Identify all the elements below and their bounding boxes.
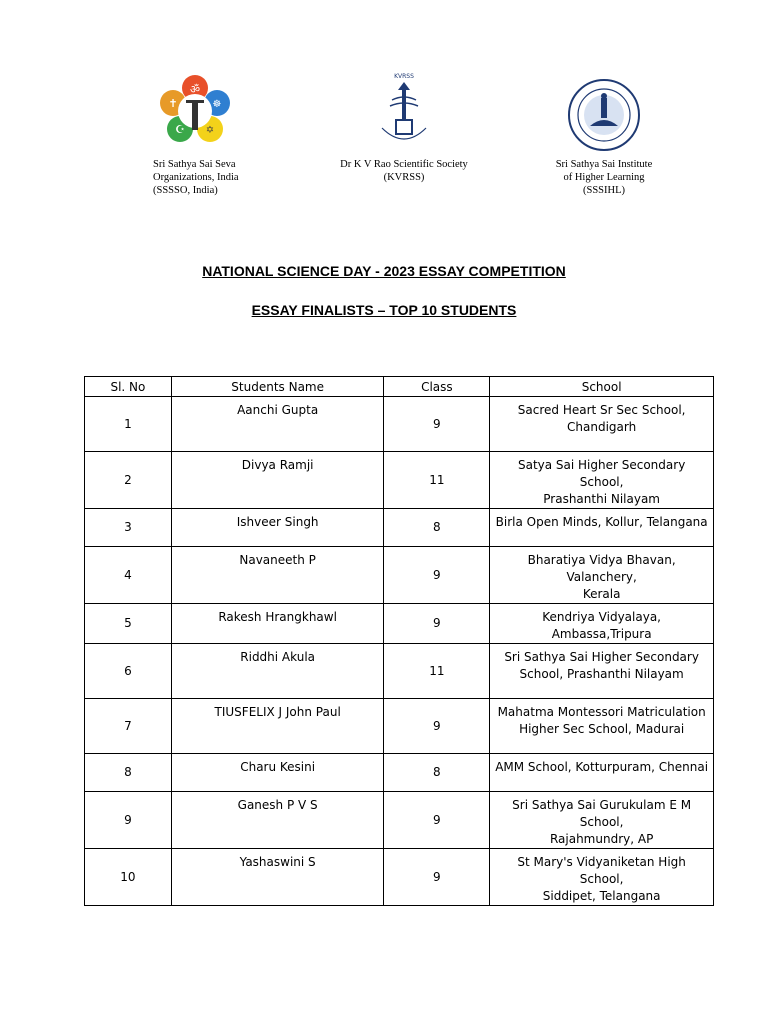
cell-class: 9 [384,547,490,604]
school-line: Sri Sathya Sai Gurukulam E M School, [512,798,692,829]
cell-school [490,849,714,906]
svg-text:✝: ✝ [168,97,178,110]
header-school: School [490,377,714,397]
school-line: Higher Sec School, Madurai [519,722,685,736]
table-row [85,849,714,906]
table-row [85,452,714,509]
cell-school [490,509,714,547]
table-row [85,754,714,792]
table-header-row [85,377,714,397]
school-line: Sri Sathya Sai Higher Secondary [504,650,699,664]
cell-sl-no: 5 [85,604,172,644]
school-line: School, Prashanthi Nilayam [519,667,684,681]
cell-student-name: Ishveer Singh [171,509,384,547]
sssihl-caption: Sri Sathya Sai Institute of Higher Learning (SSSIHL) [555,159,653,196]
cell-school [490,452,714,509]
cell-student-name: TIUSFELIX J John Paul [171,699,384,754]
table-row [85,509,714,547]
cell-school [490,644,714,699]
cell-sl-no: 1 [85,397,172,452]
kvrss-caption: Dr K V Rao Scientific Society (KVRSS) [340,159,468,183]
cell-class: 8 [384,509,490,547]
svg-text:KVRSS: KVRSS [394,73,414,80]
cell-school [490,792,714,849]
cell-sl-no: 6 [85,644,172,699]
school-line: AMM School, Kotturpuram, Chennai [495,760,709,774]
school-line: Chandigarh [567,420,637,434]
cell-sl-no: 9 [85,792,172,849]
school-line: Siddipet, Telangana [542,889,661,903]
cell-class: 9 [384,604,490,644]
cell-student-name: Ganesh P V S [171,792,384,849]
cell-class: 11 [384,644,490,699]
cell-student-name: Riddhi Akula [171,644,384,699]
school-line: Kerala [582,587,621,601]
kvrss-emblem-icon [374,70,434,152]
cell-class: 9 [384,397,490,452]
sssso-emblem-icon [155,70,235,152]
svg-text:☸: ☸ [212,99,222,110]
header-student-name: Students Name [171,377,384,397]
sssso-logo [105,70,285,197]
sssso-caption: Sri Sathya Sai Seva Organizations, India (SSSSO, India) [153,159,239,196]
cell-student-name: Yashaswini S [171,849,384,906]
table-row [85,397,714,452]
cell-sl-no: 8 [85,754,172,792]
cell-sl-no: 7 [85,699,172,754]
page-title: NATIONAL SCIENCE DAY - 2023 ESSAY COMPETITION [202,263,566,279]
cell-school [490,397,714,452]
school-line: St Mary's Vidyaniketan High School, [517,855,686,886]
cell-student-name: Aanchi Gupta [171,397,384,452]
cell-sl-no: 4 [85,547,172,604]
page-subtitle: ESSAY FINALISTS – TOP 10 STUDENTS [251,302,517,318]
cell-sl-no: 10 [85,849,172,906]
cell-sl-no: 2 [85,452,172,509]
cell-school [490,754,714,792]
cell-school [490,547,714,604]
school-line: Mahatma Montessori Matriculation [497,705,706,719]
header-class: Class [384,377,490,397]
svg-text:ॐ: ॐ [189,83,201,96]
cell-student-name: Rakesh Hrangkhawl [171,604,384,644]
cell-student-name: Navaneeth P [171,547,384,604]
school-line: Rajahmundry, AP [549,832,654,846]
cell-school [490,604,714,644]
school-line: Bharatiya Vidya Bhavan, Valanchery, [527,553,676,584]
school-line: Satya Sai Higher Secondary School, [517,458,686,489]
cell-sl-no: 3 [85,509,172,547]
cell-student-name: Charu Kesini [171,754,384,792]
school-line: Prashanthi Nilayam [543,492,660,506]
cell-class: 9 [384,849,490,906]
sssihl-seal-icon [566,78,642,152]
table-row [85,604,714,644]
header-sl-no: Sl. No [85,377,172,397]
cell-class: 8 [384,754,490,792]
cell-class: 9 [384,792,490,849]
cell-class: 11 [384,452,490,509]
table-row [85,699,714,754]
school-line: Sacred Heart Sr Sec School, [517,403,686,417]
table-row [85,547,714,604]
cell-school [490,699,714,754]
school-line: Birla Open Minds, Kollur, Telangana [495,515,708,529]
kvrss-logo [314,70,494,184]
finalists-table [84,376,714,906]
cell-class: 9 [384,699,490,754]
svg-text:✡: ✡ [205,125,215,136]
table-row [85,644,714,699]
table-row [85,792,714,849]
cell-student-name: Divya Ramji [171,452,384,509]
school-line: Kendriya Vidyalaya, Ambassa,Tripura [542,610,661,641]
sssihl-logo [514,78,694,197]
svg-text:☪: ☪ [175,123,185,136]
